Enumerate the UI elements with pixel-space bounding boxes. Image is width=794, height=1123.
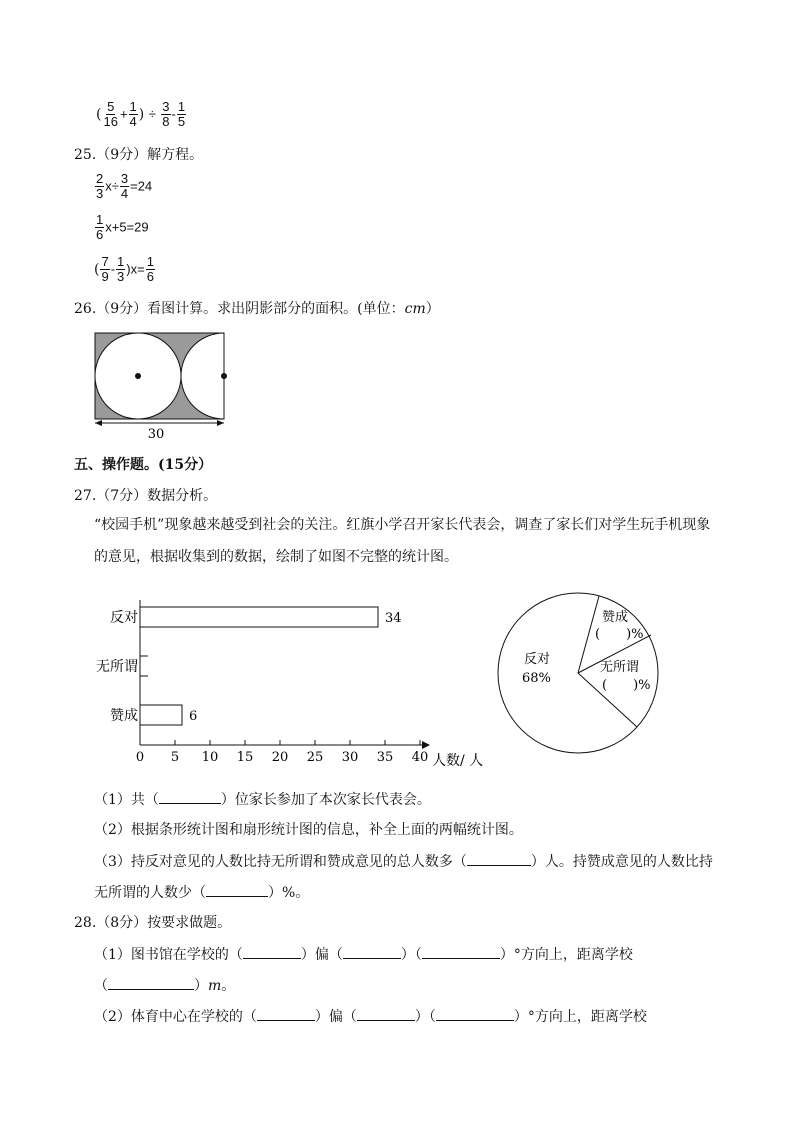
x-tick-label: 10	[201, 750, 219, 765]
question-28-sub-2: （2）体育中心在学校的（ ）偏（ ）（ ）°方向上，距离学校	[94, 1009, 647, 1025]
fraction: $\frac{1}{4}$	[129, 99, 137, 129]
equation-25-2: $\frac{1}{6}$ x+5=29	[96, 212, 149, 242]
question-27-sub-3-cont: 无所谓的人数少（ ）%。	[94, 885, 310, 901]
fraction: $\frac{2}{3}$	[96, 171, 104, 201]
pie-label-agree: 赞成	[602, 610, 629, 625]
question-27-sub-3: （3）持反对意见的人数比持无所谓和赞成意见的总人数多（ ）人。持赞成意见的人数比持	[94, 854, 713, 870]
answer-blank[interactable]	[108, 976, 194, 990]
pie-value-indifferent: ( )%	[602, 678, 651, 693]
question-27-heading: 27.（7分）数据分析。	[74, 488, 218, 504]
expression-24-last: ( $\frac{5}{16}$ + $\frac{1}{4}$ ) ÷ $\frac{3}{8}$ - $\frac{1}{5}$	[96, 99, 186, 129]
fraction: $\frac{1}{3}$	[117, 254, 125, 284]
pie-value-oppose: 68%	[522, 671, 551, 686]
pie-value-agree: ( )%	[595, 627, 644, 642]
question-27-paragraph-2: 的意见，根据收集到的数据，绘制了如图不完整的统计图。	[94, 549, 458, 565]
question-27-sub-2: （2）根据条形统计图和扇形统计图的信息，补全上面的两幅统计图。	[94, 822, 523, 838]
question-26-heading: 26.（9分）看图计算。求出阴影部分的面积。(单位：cm）	[74, 301, 440, 317]
answer-blank[interactable]	[436, 1007, 514, 1021]
fraction: $\frac{3}{4}$	[120, 171, 129, 201]
category-label: 反对	[110, 610, 138, 626]
x-tick-label: 20	[271, 750, 289, 765]
answer-blank[interactable]	[467, 852, 531, 866]
equation-25-3: ( $\frac{7}{9}$ - $\frac{1}{3}$ )x= $\frac{1}{6}$	[94, 254, 154, 284]
pie-label-indifferent: 无所谓	[600, 660, 640, 675]
bar	[140, 705, 182, 725]
fraction: $\frac{1}{6}$	[146, 254, 154, 284]
question-28-sub-1-cont: （ ）m。	[94, 978, 236, 994]
x-tick-label: 5	[170, 750, 180, 765]
answer-blank[interactable]	[159, 790, 221, 804]
dimension-label: 30	[147, 427, 165, 442]
bar	[140, 607, 378, 627]
category-label: 无所谓	[96, 659, 138, 675]
center-dot	[135, 373, 141, 379]
fraction: $\frac{5}{16}$	[103, 99, 118, 129]
x-tick-label: 25	[306, 750, 324, 765]
section-5-heading: 五、操作题。(15分）	[74, 457, 213, 473]
fraction: $\frac{7}{9}$	[101, 254, 109, 284]
x-axis-arrow	[422, 741, 430, 749]
equation-25-1: $\frac{2}{3}$ x÷ $\frac{3}{4}$ =24	[96, 171, 153, 201]
answer-blank[interactable]	[422, 945, 500, 959]
answer-blank[interactable]	[206, 883, 268, 897]
question-28-sub-1: （1）图书馆在学校的（ ）偏（ ）（ ）°方向上，距离学校	[94, 947, 633, 963]
center-dot	[221, 373, 227, 379]
fraction: $\frac{1}{5}$	[177, 99, 186, 129]
answer-blank[interactable]	[357, 1007, 415, 1021]
x-tick-label: 30	[341, 750, 359, 765]
bar-value-label: 6	[189, 709, 198, 724]
x-tick-label: 40	[411, 750, 429, 765]
pie-label-oppose: 反对	[524, 652, 551, 667]
bar-chart	[96, 590, 484, 775]
answer-blank[interactable]	[343, 945, 401, 959]
question-27-sub-1: （1）共（ ）位家长参加了本次家长代表会。	[94, 792, 431, 808]
category-label: 赞成	[110, 708, 138, 724]
shaded-area-figure	[88, 326, 238, 446]
x-tick-label: 35	[376, 750, 394, 765]
pie-chart	[492, 585, 664, 760]
question-27-paragraph-1: “校园手机”现象越来越受到社会的关注。红旗小学召开家长代表会，调查了家长们对学生玩手机现象	[94, 517, 711, 533]
answer-blank[interactable]	[257, 1007, 315, 1021]
question-28-heading: 28.（8分）按要求做题。	[74, 915, 232, 931]
bar-value-label: 34	[385, 611, 402, 626]
fraction: $\frac{1}{6}$	[96, 212, 104, 242]
x-tick-label: 15	[236, 750, 254, 765]
answer-blank[interactable]	[243, 945, 301, 959]
x-tick-label: 0	[135, 750, 145, 765]
question-25-heading: 25.（9分）解方程。	[74, 147, 204, 163]
fraction: $\frac{3}{8}$	[162, 99, 170, 129]
x-axis-label: 人数/ 人	[432, 753, 484, 769]
